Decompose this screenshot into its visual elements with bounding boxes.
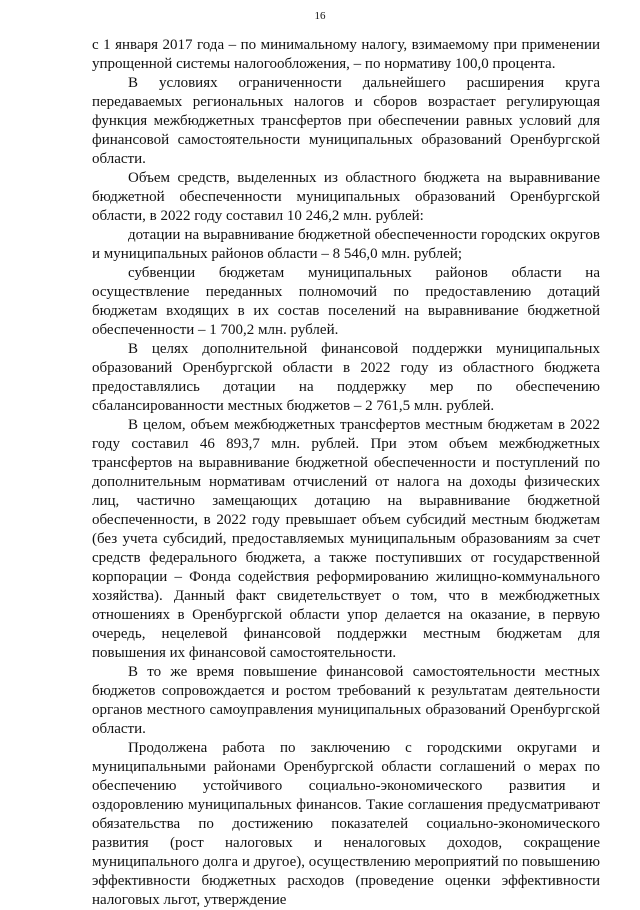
paragraph-dotations: дотации на выравнивание бюджетной обеспеченности городских округов и муниципальных районов области – 8 546,0 млн. рублей; [92, 227, 600, 262]
page-number: 16 [314, 10, 326, 22]
paragraph-agreements: Продолжена работа по заключению с городскими округами и муниципальными районами Оренбургской области соглашений о мерах по обеспечению устойчивого социально-экономического развития и оздоровлению муниципальных финансов. Такие соглашения предусматривают обязательства по достижению показателей социально-экономического развития (рост налоговых и неналоговых доходов, сокращение муниципального долга и другое), осуществлению мероприятий по повышению эффективности бюджетных расходов (проведение оценки эффективности налоговых льгот, утверждение [92, 740, 600, 908]
paragraph-requirements: В то же время повышение финансовой самостоятельности местных бюджетов сопровождается и ростом требований к результатам деятельности органов местного самоуправления муниципальных образований Оренбургской области. [92, 664, 600, 737]
paragraph-subventions: субвенции бюджетам муниципальных районов области на осуществление переданных полномочий по предоставлению дотаций бюджетам входящих в их состав поселений на выравнивание бюджетной обеспеченности – 1 700,2 млн. рублей. [92, 265, 600, 338]
paragraph-total-transfers: В целом, объем межбюджетных трансфертов местным бюджетам в 2022 году составил 46 893,7 млн. рублей. При этом объем межбюджетных трансфертов на выравнивание бюджетной обеспеченности и поступлений по дополнительным нормативам отчислений от налога на доходы физических лиц, частично замещающих дотацию на выравнивание бюджетной обеспеченности, в 2022 году превышает объем субсидий местным бюджетам (без учета субсидий, предоставляемых муниципальным образованиям за счет средств федерального бюджета, а также поступивших от государственной корпорации – Фонда содействия реформированию жилищно-коммунального хозяйства). Данный факт свидетельствует о том, что в межбюджетных отношениях в Оренбургской области упор делается на оказание, в первую очередь, нецелевой финансовой поддержки местным бюджетам для повышения их финансовой самостоятельности. [92, 417, 600, 661]
paragraph-equalization-volume: Объем средств, выделенных из областного бюджета на выравнивание бюджетной обеспеченности муниципальных образований Оренбургской области, в 2022 году составил 10 246,2 млн. рублей: [92, 170, 600, 224]
paragraph-balance-support: В целях дополнительной финансовой поддержки муниципальных образований Оренбургской области в 2022 году из областного бюджета предоставлялись дотации на поддержку мер по обеспечению сбалансированности местных бюджетов – 2 761,5 млн. рублей. [92, 341, 600, 414]
paragraph-continuation: с 1 января 2017 года – по минимальному налогу, взимаемому при применении упрощенной системы налогообложения, – по нормативу 100,0 процента. [92, 37, 600, 72]
document-body [92, 36, 600, 910]
paragraph-regional-taxes: В условиях ограниченности дальнейшего расширения круга передаваемых региональных налогов и сборов возрастает регулирующая функция межбюджетных трансфертов при обеспечении равных условий для финансовой самостоятельности муниципальных образований Оренбургской области. [92, 75, 600, 167]
